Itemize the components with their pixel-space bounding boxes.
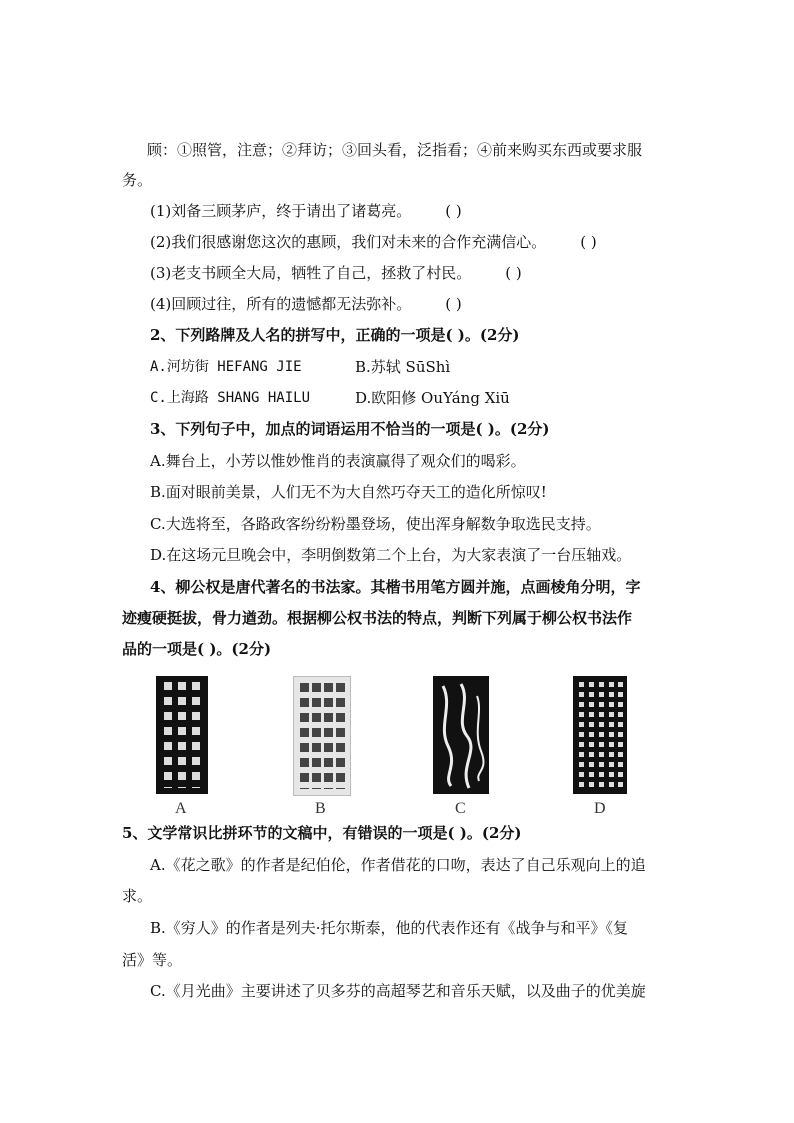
calligraphy-image-d[interactable] (573, 676, 627, 794)
question-3-stem: 3、下列句子中，加点的词语运用不恰当的一项是( )。(2分) (150, 420, 550, 438)
calligraphy-image-a[interactable] (156, 676, 208, 794)
calligraphy-image-c[interactable] (433, 676, 489, 794)
question-4-stem: 4、柳公权是唐代著名的书法家。其楷书用笔方圆并施，点画棱角分明，字 (150, 578, 641, 596)
q3-option-b: B.面对眼前美景，人们无不为大自然巧夺天工的造化所惊叹! (150, 483, 547, 501)
q1-item: (4)回顾过往，所有的遗憾都无法弥补。 ( ) (150, 295, 462, 313)
question-5-stem: 5、文学常识比拼环节的文稿中，有错误的一项是( )。(2分) (122, 824, 522, 842)
q2-option-a: A.河坊街 HEFANG JIE (150, 359, 302, 375)
q5-option-b-cont: 活》等。 (122, 951, 183, 969)
answer-paren[interactable]: ( ) (445, 202, 462, 220)
q5-option-b: B.《穷人》的作者是列夫·托尔斯泰，他的代表作还有《战争与和平》《复 (150, 919, 629, 937)
q1-item: (3)老支书顾全大局，牺牲了自己，拯救了村民。 ( ) (150, 264, 522, 282)
image-label-c: C (455, 800, 466, 817)
q3-option-d: D.在这场元旦晚会中，李明倒数第二个上台，为大家表演了一台压轴戏。 (150, 546, 632, 564)
image-label-b: B (315, 800, 326, 817)
q1-item: (2)我们很感谢您这次的惠顾，我们对未来的合作充满信心。 ( ) (150, 233, 597, 251)
definition-line: 顾：①照管，注意；②拜访；③回头看，泛指看；④前来购买东西或要求服 (147, 141, 643, 159)
cursive-strokes (433, 676, 489, 794)
image-label-a: A (175, 800, 187, 817)
answer-paren[interactable]: ( ) (505, 264, 522, 282)
q5-option-a-cont: 求。 (122, 887, 153, 905)
q5-option-c: C.《月光曲》主要讲述了贝多芬的高超琴艺和音乐天赋，以及曲子的优美旋 (150, 982, 646, 1000)
question-2-stem: 2、下列路牌及人名的拼写中，正确的一项是( )。(2分) (150, 326, 520, 344)
q2-option-d: D.欧阳修 OuYáng Xiū (355, 389, 510, 407)
q1-item: (1)刘备三顾茅庐，终于请出了诸葛亮。 ( ) (150, 202, 462, 220)
q3-option-c: C.大选将至，各路政客纷纷粉墨登场，使出浑身解数争取选民支持。 (150, 515, 601, 533)
q2-option-c: C.上海路 SHANG HAILU (150, 390, 311, 406)
q5-option-a: A.《花之歌》的作者是纪伯伦，作者借花的口吻，表达了自己乐观向上的追 (150, 856, 646, 874)
q3-option-a: A.舞台上，小芳以惟妙惟肖的表演赢得了观众们的喝彩。 (150, 452, 526, 470)
calligraphy-image-b[interactable] (293, 676, 351, 796)
q2-option-b: B.苏轼 SūShì (355, 358, 451, 376)
definition-line: 务。 (122, 171, 153, 189)
answer-paren[interactable]: ( ) (445, 295, 462, 313)
image-label-d: D (594, 800, 606, 817)
answer-paren[interactable]: ( ) (580, 233, 597, 251)
question-4-stem: 品的一项是( )。(2分) (122, 640, 272, 658)
question-4-stem: 迹瘦硬挺拔，骨力遒劲。根据柳公权书法的特点，判断下列属于柳公权书法作 (122, 609, 633, 627)
